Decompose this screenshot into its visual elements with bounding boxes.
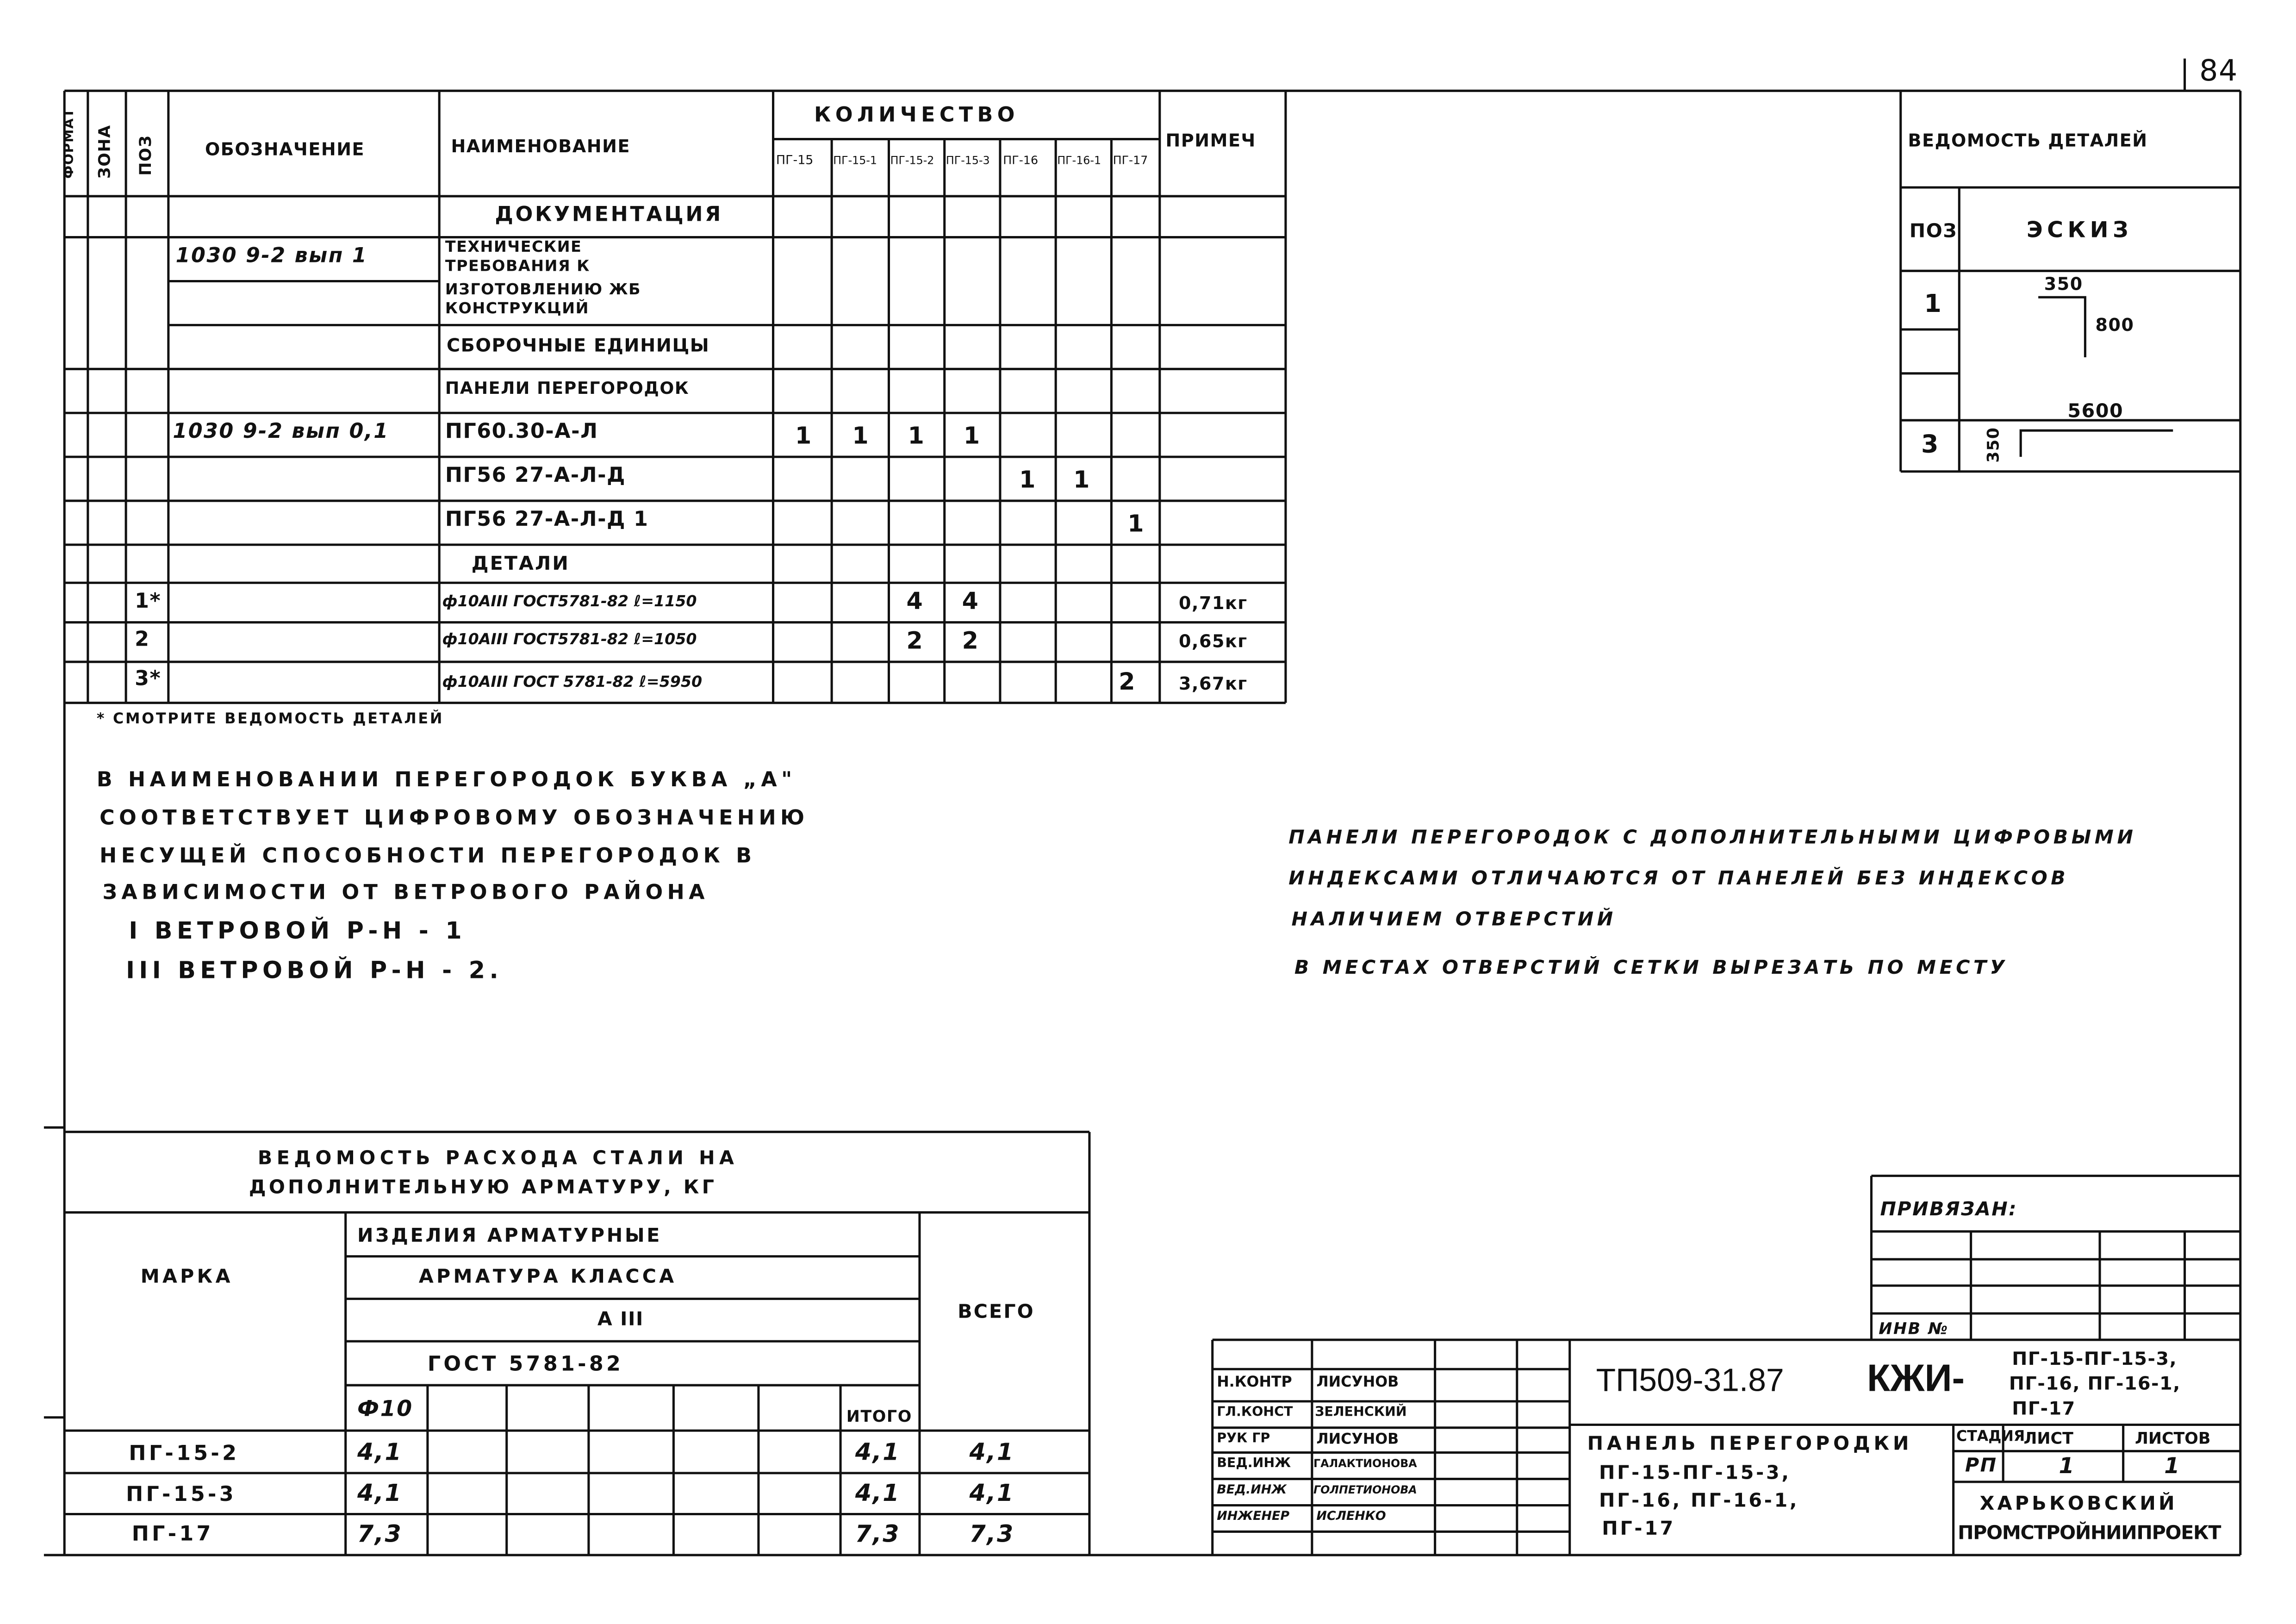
signature-1 <box>1444 1376 1506 1397</box>
page-number: 84 <box>2199 52 2238 88</box>
steel-gost: ГОСТ 5781-82 <box>427 1353 624 1377</box>
steel-total: 4,1 <box>969 1437 1014 1466</box>
steel-diameter-header: Ф10 <box>357 1395 413 1422</box>
qty-cell: 4 <box>962 587 979 615</box>
steel-class-header: АРМАТУРА КЛАССА <box>418 1266 677 1289</box>
header-note: ПРИМЕЧ <box>1165 130 1256 151</box>
note-line: III ВЕТРОВОЙ Р-Н - 2. <box>126 956 503 984</box>
signature-4 <box>1447 1459 1500 1473</box>
organization-line: ХАРЬКОВСКИЙ <box>1979 1493 2178 1516</box>
sketch-dim: 800 <box>2095 315 2134 336</box>
qty-cell: 2 <box>1119 667 1136 696</box>
steel-title-line: ДОПОЛНИТЕЛЬНУЮ АРМАТУРУ, КГ <box>249 1177 717 1200</box>
qty-cell: 1 <box>908 422 925 450</box>
details-pos-header: ПОЗ <box>1909 221 1958 243</box>
spec-footnote: * СМОТРИТЕ ВЕДОМОСТЬ ДЕТАЛЕЙ <box>96 711 444 728</box>
stamp-name: ЛИСУНОВ <box>1316 1375 1399 1391</box>
steel-mark: ПГ-15-3 <box>126 1483 236 1507</box>
qty-col-header: ПГ-17 <box>1113 154 1148 167</box>
qty-col-header: ПГ-15-3 <box>946 154 990 167</box>
stamp-role: РУК ГР <box>1217 1432 1270 1447</box>
qty-cell: 1 <box>795 422 812 450</box>
code-item: ПГ-17 <box>2012 1397 2076 1419</box>
steel-mark: ПГ-15-2 <box>129 1442 240 1466</box>
doc-name-line: ТРЕБОВАНИЯ К <box>445 257 591 275</box>
steel-subtotal: 4,1 <box>855 1479 901 1507</box>
qty-cell: 1 <box>1073 466 1090 494</box>
panel-designation: 1030 9-2 вып 0,1 <box>173 420 389 444</box>
detail-pos: 3* <box>135 667 162 691</box>
header-format: ФОРМАТ <box>63 108 78 179</box>
section-panels: ПАНЕЛИ ПЕРЕГОРОДОК <box>445 378 690 398</box>
stamp-name: ИСЛЕНКО <box>1316 1509 1386 1524</box>
details-sheet-title: ВЕДОМОСТЬ ДЕТАЛЕЙ <box>1908 130 2148 151</box>
note-line: ПАНЕЛИ ПЕРЕГОРОДОК С ДОПОЛНИТЕЛЬНЫМИ ЦИФРОВЫМИ <box>1288 827 2137 850</box>
steel-subtotal: 7,3 <box>855 1520 901 1548</box>
detail-pos: 2 <box>135 628 150 652</box>
signature-3 <box>1447 1429 1511 1450</box>
header-name: НАИМЕНОВАНИЕ <box>451 136 631 157</box>
stamp-role: Н.КОНТР <box>1217 1375 1292 1391</box>
detail-note: 0,65кг <box>1178 631 1248 652</box>
stage-value: РП <box>1965 1455 1997 1478</box>
section-assemblies: СБОРОЧНЫЕ ЕДИНИЦЫ <box>446 334 710 356</box>
sheets-value: 1 <box>2164 1452 2181 1479</box>
detail-name: ф10АIII ГОСТ5781-82 ℓ=1150 <box>442 593 697 611</box>
section-documentation: ДОКУМЕНТАЦИЯ <box>495 203 723 227</box>
detail-note: 3,67кг <box>1178 673 1248 694</box>
steel-title-line: ВЕДОМОСТЬ РАСХОДА СТАЛИ НА <box>257 1148 739 1170</box>
qty-cell: 1 <box>1127 510 1145 538</box>
note-line: НЕСУЩЕЙ СПОСОБНОСТИ ПЕРЕГОРОДОК В <box>100 845 756 869</box>
stamp-name: ГОЛПЕТИОНОВА <box>1313 1483 1417 1497</box>
detail-pos: 1* <box>135 590 162 614</box>
sketch-dim: 350 <box>2044 274 2083 294</box>
header-pos: ПОЗ <box>136 135 156 176</box>
sketch-dim: 350 <box>1984 427 2004 463</box>
details-pos: 3 <box>1921 430 1940 460</box>
inventory-label: ИНВ № <box>1879 1319 1949 1338</box>
steel-class-value: А III <box>597 1309 644 1331</box>
doc-name-line: КОНСТРУКЦИЙ <box>445 300 590 318</box>
sheet-header: ЛИСТ <box>2023 1429 2073 1449</box>
note-line: В НАИМЕНОВАНИИ ПЕРЕГОРОДОК БУКВА „А" <box>96 769 796 792</box>
steel-total: 4,1 <box>969 1479 1014 1507</box>
doc-title-line: ПАНЕЛЬ ПЕРЕГОРОДКИ <box>1587 1433 1913 1456</box>
steel-d10: 4,1 <box>357 1479 403 1507</box>
stage-header: СТАДИЯ <box>1956 1429 2025 1445</box>
steel-d10: 4,1 <box>357 1437 403 1466</box>
qty-col-header: ПГ-16 <box>1003 154 1039 167</box>
doc-designation: 1030 9-2 вып 1 <box>175 244 368 268</box>
header-zone: ЗОНА <box>95 124 114 179</box>
detail-name: ф10АIII ГОСТ 5781-82 ℓ=5950 <box>442 673 703 691</box>
stamp-role: ИНЖЕНЕР <box>1217 1509 1290 1524</box>
qty-col-header: ПГ-15-2 <box>890 154 934 167</box>
doc-title-line: ПГ-15-ПГ-15-3, <box>1599 1462 1791 1485</box>
qty-cell: 1 <box>963 422 981 450</box>
doc-title-line: ПГ-17 <box>1602 1518 1675 1541</box>
qty-col-header: ПГ-15-1 <box>833 154 877 167</box>
header-designation: ОБОЗНАЧЕНИЕ <box>205 139 365 160</box>
qty-cell: 1 <box>1019 466 1036 494</box>
section-details: ДЕТАЛИ <box>471 553 570 576</box>
signature-6 <box>1447 1512 1500 1526</box>
note-line: В МЕСТАХ ОТВЕРСТИЙ СЕТКИ ВЫРЕЗАТЬ ПО МЕСТУ <box>1294 958 2009 980</box>
details-sketch-header: ЭСКИЗ <box>2026 217 2133 243</box>
note-line: СООТВЕТСТВУЕТ ЦИФРОВОМУ ОБОЗНАЧЕНИЮ <box>100 807 809 830</box>
steel-products-header: ИЗДЕЛИЯ АРМАТУРНЫЕ <box>357 1226 662 1248</box>
steel-mark: ПГ-17 <box>131 1523 214 1547</box>
doc-name-line: ИЗГОТОВЛЕНИЮ ЖБ <box>445 281 641 299</box>
stamp-role: ВЕД.ИНЖ <box>1217 1483 1287 1498</box>
steel-total: 7,3 <box>969 1520 1014 1548</box>
steel-subtotal: 4,1 <box>855 1437 901 1466</box>
detail-note: 0,71кг <box>1178 593 1248 614</box>
binding-label: ПРИВЯЗАН: <box>1880 1199 2018 1221</box>
steel-mark-header: МАРКА <box>140 1266 233 1289</box>
qty-col-header: ПГ-16-1 <box>1057 154 1101 167</box>
stamp-role: ВЕД.ИНЖ <box>1217 1457 1291 1472</box>
qty-cell: 2 <box>962 627 979 655</box>
detail-name: ф10АIII ГОСТ5781-82 ℓ=1050 <box>442 631 697 649</box>
doc-title-line: ПГ-16, ПГ-16-1, <box>1599 1490 1799 1513</box>
steel-d10: 7,3 <box>357 1520 403 1548</box>
document-code-suffix: КЖИ- <box>1867 1356 1965 1400</box>
note-line: НАЛИЧИЕМ ОТВЕРСТИЙ <box>1291 909 1617 932</box>
panel-name: ПГ60.30-А-Л <box>445 420 598 444</box>
sheet-value: 1 <box>2059 1452 2076 1479</box>
signature-5 <box>1447 1489 1500 1500</box>
document-code: ТП509-31.87 <box>1596 1362 1784 1399</box>
steel-total-header: ВСЕГО <box>958 1301 1035 1324</box>
qty-cell: 1 <box>852 422 870 450</box>
organization-line: ПРОМСТРОЙНИИПРОЕКТ <box>1958 1523 2221 1545</box>
header-quantity: КОЛИЧЕСТВО <box>814 104 1019 128</box>
stamp-name: ЛИСУНОВ <box>1316 1432 1399 1449</box>
code-item: ПГ-16, ПГ-16-1, <box>2009 1372 2181 1394</box>
qty-cell: 4 <box>906 587 924 615</box>
qty-col-header: ПГ-15 <box>776 154 814 168</box>
note-line: ЗАВИСИМОСТИ ОТ ВЕТРОВОГО РАЙОНА <box>102 881 709 905</box>
doc-name-line: ТЕХНИЧЕСКИЕ <box>445 238 582 256</box>
stamp-name: ЗЕЛЕНСКИЙ <box>1315 1406 1407 1420</box>
steel-subtotal-header: ИТОГО <box>846 1407 912 1426</box>
stamp-name: ГАЛАКТИОНОВА <box>1313 1457 1417 1470</box>
panel-name: ПГ56 27-А-Л-Д <box>445 464 626 488</box>
stamp-role: ГЛ.КОНСТ <box>1217 1406 1293 1420</box>
code-item: ПГ-15-ПГ-15-3, <box>2012 1347 2178 1369</box>
note-line: ИНДЕКСАМИ ОТЛИЧАЮТСЯ ОТ ПАНЕЛЕЙ БЕЗ ИНДЕКСОВ <box>1288 868 2069 890</box>
signature-2 <box>1444 1403 1508 1423</box>
note-line: I ВЕТРОВОЙ Р-Н - 1 <box>129 916 467 945</box>
qty-cell: 2 <box>906 627 924 655</box>
sheets-header: ЛИСТОВ <box>2134 1429 2211 1449</box>
sketch-dim: 5600 <box>2067 401 2124 423</box>
details-pos: 1 <box>1924 290 1942 319</box>
panel-name: ПГ56 27-А-Л-Д 1 <box>445 508 649 532</box>
